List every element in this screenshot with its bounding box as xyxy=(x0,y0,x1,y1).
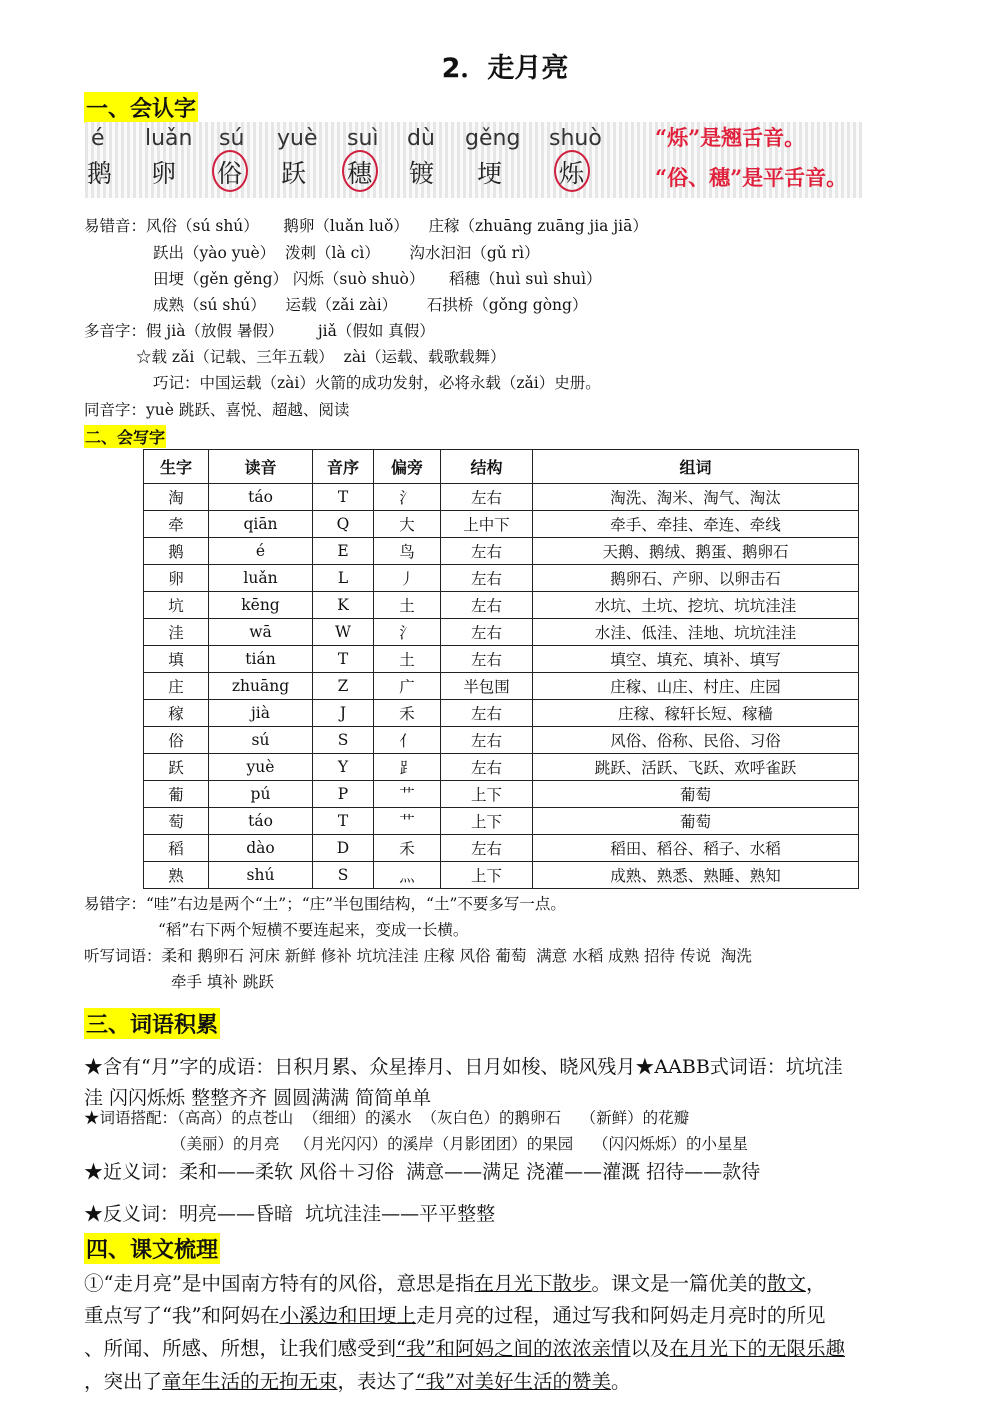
pinyin-label: yuè xyxy=(277,126,318,151)
pinyin-label: luǎn xyxy=(145,126,193,151)
table-cell: 天鹅、鹅绒、鹅蛋、鹅卵石 xyxy=(533,538,859,565)
table-cell: T xyxy=(313,484,374,511)
text-line: ★近义词：柔和——柔软 风俗＋习俗 满意——满足 浇灌——灌溉 招待——款待 xyxy=(84,1161,761,1183)
table-cell: T xyxy=(313,808,374,835)
table-cell: 左右 xyxy=(441,538,533,565)
table-row xyxy=(144,700,859,727)
text-segment: 走月亮的过程，通过写我和阿妈走月亮时的所见 xyxy=(415,1304,826,1327)
table-cell: 艹 xyxy=(374,781,441,808)
circle-mark xyxy=(212,150,248,192)
table-row xyxy=(144,565,859,592)
table-cell: 左右 xyxy=(441,727,533,754)
table-cell: 上下 xyxy=(441,862,533,889)
table-cell: Z xyxy=(313,673,374,700)
pinyin-label: gěng xyxy=(465,126,521,151)
table-cell: 上中下 xyxy=(441,511,533,538)
text-segment: 重点写了“我”和阿妈在 xyxy=(84,1304,280,1327)
table-cell: 左右 xyxy=(441,700,533,727)
pinyin-label: shuò xyxy=(549,126,602,151)
table-cell: jià xyxy=(209,700,313,727)
table-cell: é xyxy=(209,538,313,565)
text-line: 跃出（yào yuè） 泼刺（là cì） 沟水汩汩（gǔ rì） xyxy=(153,244,540,262)
text-line: ☆载 zǎi（记载、三年五载） zài（运载、载歌载舞） xyxy=(136,348,506,366)
table-cell: 水坑、土坑、挖坑、坑坑洼洼 xyxy=(533,592,859,619)
underlined-phrase: 小溪边和田埂上 xyxy=(279,1304,416,1327)
underlined-phrase: “我”和阿妈之间的浓浓亲情 xyxy=(396,1337,631,1360)
table-cell: 葡萄 xyxy=(533,808,859,835)
text-line: “稻”右下两个短横不要连起来，变成一长横。 xyxy=(158,921,469,939)
table-cell: T xyxy=(313,646,374,673)
table-cell: 鸟 xyxy=(374,538,441,565)
table-cell: 牵手、牵挂、牵连、牵线 xyxy=(533,511,859,538)
table-cell: J xyxy=(313,700,374,727)
text-segment: ①“走月亮”是中国南方特有的风俗，意思是指 xyxy=(84,1272,475,1295)
table-cell: 萄 xyxy=(144,808,209,835)
table-cell: 左右 xyxy=(441,646,533,673)
table-cell: ⻊ xyxy=(374,754,441,781)
text-line: 田埂（gěn gěng） 闪烁（suò shuò） 稻穗（huì suì shuì） xyxy=(153,270,602,288)
table-row xyxy=(144,646,859,673)
table-row xyxy=(144,781,859,808)
text-segment: 。 xyxy=(611,1370,631,1393)
underlined-phrase: 散文 xyxy=(766,1272,806,1295)
table-cell: Q xyxy=(313,511,374,538)
section-heading-1: 一、会认字 xyxy=(84,92,198,123)
table-cell: 稻 xyxy=(144,835,209,862)
table-cell: 鹅 xyxy=(144,538,209,565)
table-cell: 稼 xyxy=(144,700,209,727)
page-title: 2．走月亮 xyxy=(441,53,569,84)
table-cell: 左右 xyxy=(441,565,533,592)
table-row xyxy=(144,484,859,511)
table-cell: 氵 xyxy=(374,484,441,511)
text-line: 易错字：“哇”右边是两个“土”；“庄”半包围结构，“土”不要多写一点。 xyxy=(84,895,566,913)
table-row xyxy=(144,727,859,754)
annotation-note: “俗、穗”是平舌音。 xyxy=(655,165,848,190)
table-cell: 亻 xyxy=(374,727,441,754)
column-header: 结构 xyxy=(441,450,533,484)
table-cell: 卵 xyxy=(144,565,209,592)
table-cell: 禾 xyxy=(374,700,441,727)
circle-mark xyxy=(554,150,590,192)
table-cell: 左右 xyxy=(441,619,533,646)
text-segment: 、所闻、所感、所想，让我们感受到 xyxy=(84,1337,397,1360)
text-line: 多音字：假 jià（放假 暑假） jiǎ（假如 真假） xyxy=(84,322,435,340)
annotation-note: “烁”是翘舌音。 xyxy=(655,125,806,150)
character-label: 穗 xyxy=(347,159,373,188)
table-cell: 水洼、低洼、洼地、坑坑洼洼 xyxy=(533,619,859,646)
character-label: 跃 xyxy=(281,159,307,188)
text-line: ★词语搭配：（高高）的点苍山 （细细）的溪水 （灰白色）的鹅卵石 （新鲜）的花瓣 xyxy=(84,1109,690,1127)
table-cell: 土 xyxy=(374,592,441,619)
table-cell: 灬 xyxy=(374,862,441,889)
table-cell: P xyxy=(313,781,374,808)
table-row xyxy=(144,619,859,646)
underlined-phrase: 在月光下的无限乐趣 xyxy=(669,1337,845,1360)
table-cell: 广 xyxy=(374,673,441,700)
paragraph-line xyxy=(84,1366,631,1394)
section-heading-3: 三、词语积累 xyxy=(84,1008,220,1039)
column-header: 偏旁 xyxy=(374,450,441,484)
text-line: 听写词语：柔和 鹅卵石 河床 新鲜 修补 坑坑洼洼 庄稼 风俗 葡萄 满意 水稻 成熟 招待 传说 淘洗 xyxy=(84,947,752,965)
circle-mark xyxy=(342,150,378,192)
table-cell: yuè xyxy=(209,754,313,781)
underlined-phrase: “我”对美好生活的赞美 xyxy=(415,1370,611,1393)
table-cell: kēng xyxy=(209,592,313,619)
table-cell: 左右 xyxy=(441,592,533,619)
table-cell: 牵 xyxy=(144,511,209,538)
table-cell: 艹 xyxy=(374,808,441,835)
table-cell: dào xyxy=(209,835,313,862)
table-row xyxy=(144,754,859,781)
pinyin-label: sú xyxy=(219,126,245,151)
table-cell: táo xyxy=(209,808,313,835)
paragraph-line xyxy=(84,1268,826,1296)
table-cell: 左右 xyxy=(441,835,533,862)
text-segment: 以及 xyxy=(630,1337,670,1360)
table-row xyxy=(144,673,859,700)
text-line: ★反义词：明亮——昏暗 坑坑洼洼——平平整整 xyxy=(84,1203,496,1225)
table-cell: 氵 xyxy=(374,619,441,646)
text-line: 成熟（sú shú） 运载（zǎi zài） 石拱桥（gǒng gòng） xyxy=(153,296,588,314)
text-segment: ，突出了 xyxy=(84,1370,163,1393)
column-header: 音序 xyxy=(313,450,374,484)
table-row xyxy=(144,592,859,619)
table-cell: 填 xyxy=(144,646,209,673)
column-header: 生字 xyxy=(144,450,209,484)
text-line: 同音字：yuè 跳跃、喜悦、超越、阅读 xyxy=(84,401,350,419)
table-cell: 坑 xyxy=(144,592,209,619)
text-line: 巧记：中国运载（zài）火箭的成功发射，必将永载（zǎi）史册。 xyxy=(153,374,601,392)
text-line: ★含有“月”字的成语：日积月累、众星捧月、日月如梭、晓风残月★AABB式词语：坑坑洼 xyxy=(84,1056,843,1078)
table-cell: 鹅卵石、产卵、以卵击石 xyxy=(533,565,859,592)
table-cell: wā xyxy=(209,619,313,646)
table-cell: 葡 xyxy=(144,781,209,808)
table-cell: 熟 xyxy=(144,862,209,889)
table-cell: 庄稼、山庄、村庄、庄园 xyxy=(533,673,859,700)
underlined-phrase: 在月光下散步 xyxy=(474,1272,592,1295)
text-line: 牵手 填补 跳跃 xyxy=(171,973,274,991)
paragraph-line xyxy=(84,1300,825,1328)
table-row xyxy=(144,538,859,565)
table-cell: 半包围 xyxy=(441,673,533,700)
text-line: （美丽）的月亮 （月光闪闪）的溪岸（月影团团）的果园 （闪闪烁烁）的小星星 xyxy=(171,1135,748,1153)
character-label: 镀 xyxy=(409,159,435,188)
table-row xyxy=(144,808,859,835)
table-cell: 稻田、稻谷、稻子、水稻 xyxy=(533,835,859,862)
text-line: 洼 闪闪烁烁 整整齐齐 圆圆满满 简简单单 xyxy=(84,1087,432,1109)
pinyin-label: suì xyxy=(347,126,379,151)
text-line: 易错音：风俗（sú shú） 鹅卵（luǎn luǒ） 庄稼（zhuāng zuāng jia jiā） xyxy=(84,217,648,235)
pinyin-label: é xyxy=(91,126,105,151)
section-heading-2: 二、会写字 xyxy=(84,425,166,448)
character-label: 鹅 xyxy=(87,159,113,188)
table-cell: Y xyxy=(313,754,374,781)
table-cell: luǎn xyxy=(209,565,313,592)
section-heading-4: 四、课文梳理 xyxy=(84,1233,220,1264)
table-row xyxy=(144,835,859,862)
table-row xyxy=(144,862,859,889)
table-cell: 土 xyxy=(374,646,441,673)
table-cell: 淘洗、淘米、淘气、淘汰 xyxy=(533,484,859,511)
character-label: 埂 xyxy=(477,159,503,188)
text-segment: ，表达了 xyxy=(337,1370,416,1393)
table-cell: S xyxy=(313,727,374,754)
table-cell: zhuāng xyxy=(209,673,313,700)
table-cell: 跳跃、活跃、飞跃、欢呼雀跃 xyxy=(533,754,859,781)
character-label: 俗 xyxy=(217,159,243,188)
table-cell: pú xyxy=(209,781,313,808)
table-cell: tián xyxy=(209,646,313,673)
table-cell: S xyxy=(313,862,374,889)
table-cell: 葡萄 xyxy=(533,781,859,808)
table-cell: 填空、填充、填补、填写 xyxy=(533,646,859,673)
pinyin-strip xyxy=(85,122,862,198)
text-segment: 。课文是一篇优美的 xyxy=(591,1272,767,1295)
table-cell: 禾 xyxy=(374,835,441,862)
table-cell: D xyxy=(313,835,374,862)
table-cell: W xyxy=(313,619,374,646)
character-label: 卵 xyxy=(151,159,177,188)
table-cell: 左右 xyxy=(441,484,533,511)
pinyin-label: dù xyxy=(407,126,435,151)
table-cell: 俗 xyxy=(144,727,209,754)
table-cell: 淘 xyxy=(144,484,209,511)
table-cell: 成熟、熟悉、熟睡、熟知 xyxy=(533,862,859,889)
table-cell: táo xyxy=(209,484,313,511)
column-header: 组词 xyxy=(533,450,859,484)
column-header: 读音 xyxy=(209,450,313,484)
table-cell: 大 xyxy=(374,511,441,538)
table-cell: 左右 xyxy=(441,754,533,781)
table-cell: 上下 xyxy=(441,781,533,808)
table-cell: L xyxy=(313,565,374,592)
table-cell: 庄稼、稼轩长短、稼穑 xyxy=(533,700,859,727)
paragraph-line xyxy=(84,1333,845,1361)
table-cell: qiān xyxy=(209,511,313,538)
table-cell: K xyxy=(313,592,374,619)
underlined-phrase: 童年生活的无拘无束 xyxy=(162,1370,338,1393)
text-segment: ， xyxy=(806,1272,826,1295)
table-cell: shú xyxy=(209,862,313,889)
table-row xyxy=(144,511,859,538)
table-cell: sú xyxy=(209,727,313,754)
table-cell: 庄 xyxy=(144,673,209,700)
character-label: 烁 xyxy=(559,159,585,188)
characters-table xyxy=(143,449,859,889)
table-cell: E xyxy=(313,538,374,565)
table-cell: 上下 xyxy=(441,808,533,835)
table-cell: 跃 xyxy=(144,754,209,781)
table-cell: 丿 xyxy=(374,565,441,592)
table-cell: 风俗、俗称、民俗、习俗 xyxy=(533,727,859,754)
table-cell: 洼 xyxy=(144,619,209,646)
